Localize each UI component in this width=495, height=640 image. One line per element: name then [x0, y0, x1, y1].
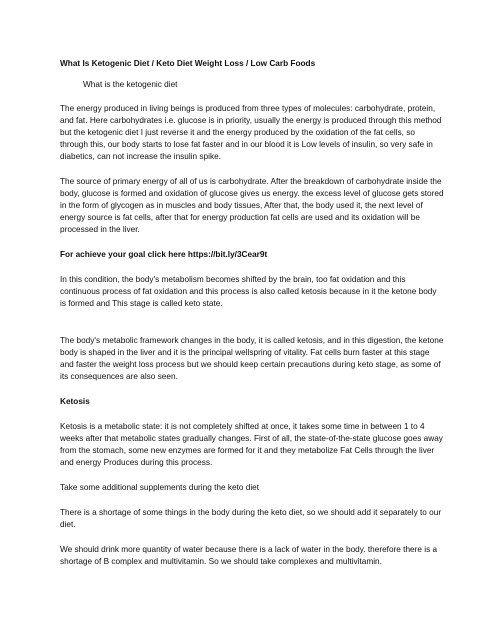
paragraph-water: We should drink more quantity of water because there is a lack of water in the body. therefore there is a shortage of B complex and multivitamin. So we should take complexes and multivitamin. — [60, 545, 438, 566]
ketosis-heading: Ketosis — [60, 397, 90, 406]
paragraph-metabolic-framework: The body's metabolic framework changes in the body, it is called ketosis, and in this digestion, the ketone body is shaped in the liver and it is the principal wellspring of vitality. Fat cells burn faster at this stage and faster the weight loss process but we should keep certain precautions during keto stage, as some of its consequences are also seen. — [60, 336, 444, 381]
paragraph-energy-production: The energy produced in living beings is produced from three types of molecules: carbohydrate, protein, and fat. Here carbohydrates i.e. glucose is in priority, usually the energy is produced through this method but the ketogenic diet I just reverse it and the energy produced by the oxidation of the fat cells, so through this, our body starts to lose fat faster and in our blood it is Low levels of insulin, so very safe in diabetics, can not increase the insulin spike. — [60, 104, 442, 161]
paragraph-ketosis-condition: In this condition, the body's metabolism becomes shifted by the brain, too fat oxidation and this continuous process of fat oxidation and this process is also called ketosis because in it the ketone body is formed and This stage is called keto state. — [60, 275, 437, 308]
paragraph-ketosis-state: Ketosis is a metabolic state: it is not completely shifted at once, it takes some time in between 1 to 4 weeks after that metabolic states gradually changes. First of all, the state-of-the-state glucose goes away from the stomach, some new enzymes are formed for it and they metabolize Fat Cells through the liver and energy Produces during this process. — [60, 422, 443, 467]
document-page — [60, 58, 444, 581]
supplements-heading: Take some additional supplements during the keto diet — [60, 483, 260, 492]
document-title: What Is Ketogenic Diet / Keto Diet Weight Loss / Low Carb Foods — [60, 59, 316, 68]
paragraph-shortage: There is a shortage of some things in the body during the keto diet, so we should add it separately to our diet. — [60, 508, 442, 529]
paragraph-primary-energy-source: The source of primary energy of all of us is carbohydrate. After the breakdown of carbohydrate inside the body, glucose is formed and oxidation of glucose gives us energy. the excess level of glucose gets stored in the form of glycogen as in muscles and body tissues, After that, the body used it, the next level of energy source is fat cells, after that for energy production fat cells are used and its oxidation will be processed in the liver. — [60, 177, 444, 234]
goal-link-line[interactable]: For achieve your goal click here https://bit.ly/3Cear9t — [60, 250, 268, 259]
document-subtitle: What is the ketogenic diet — [83, 80, 178, 89]
